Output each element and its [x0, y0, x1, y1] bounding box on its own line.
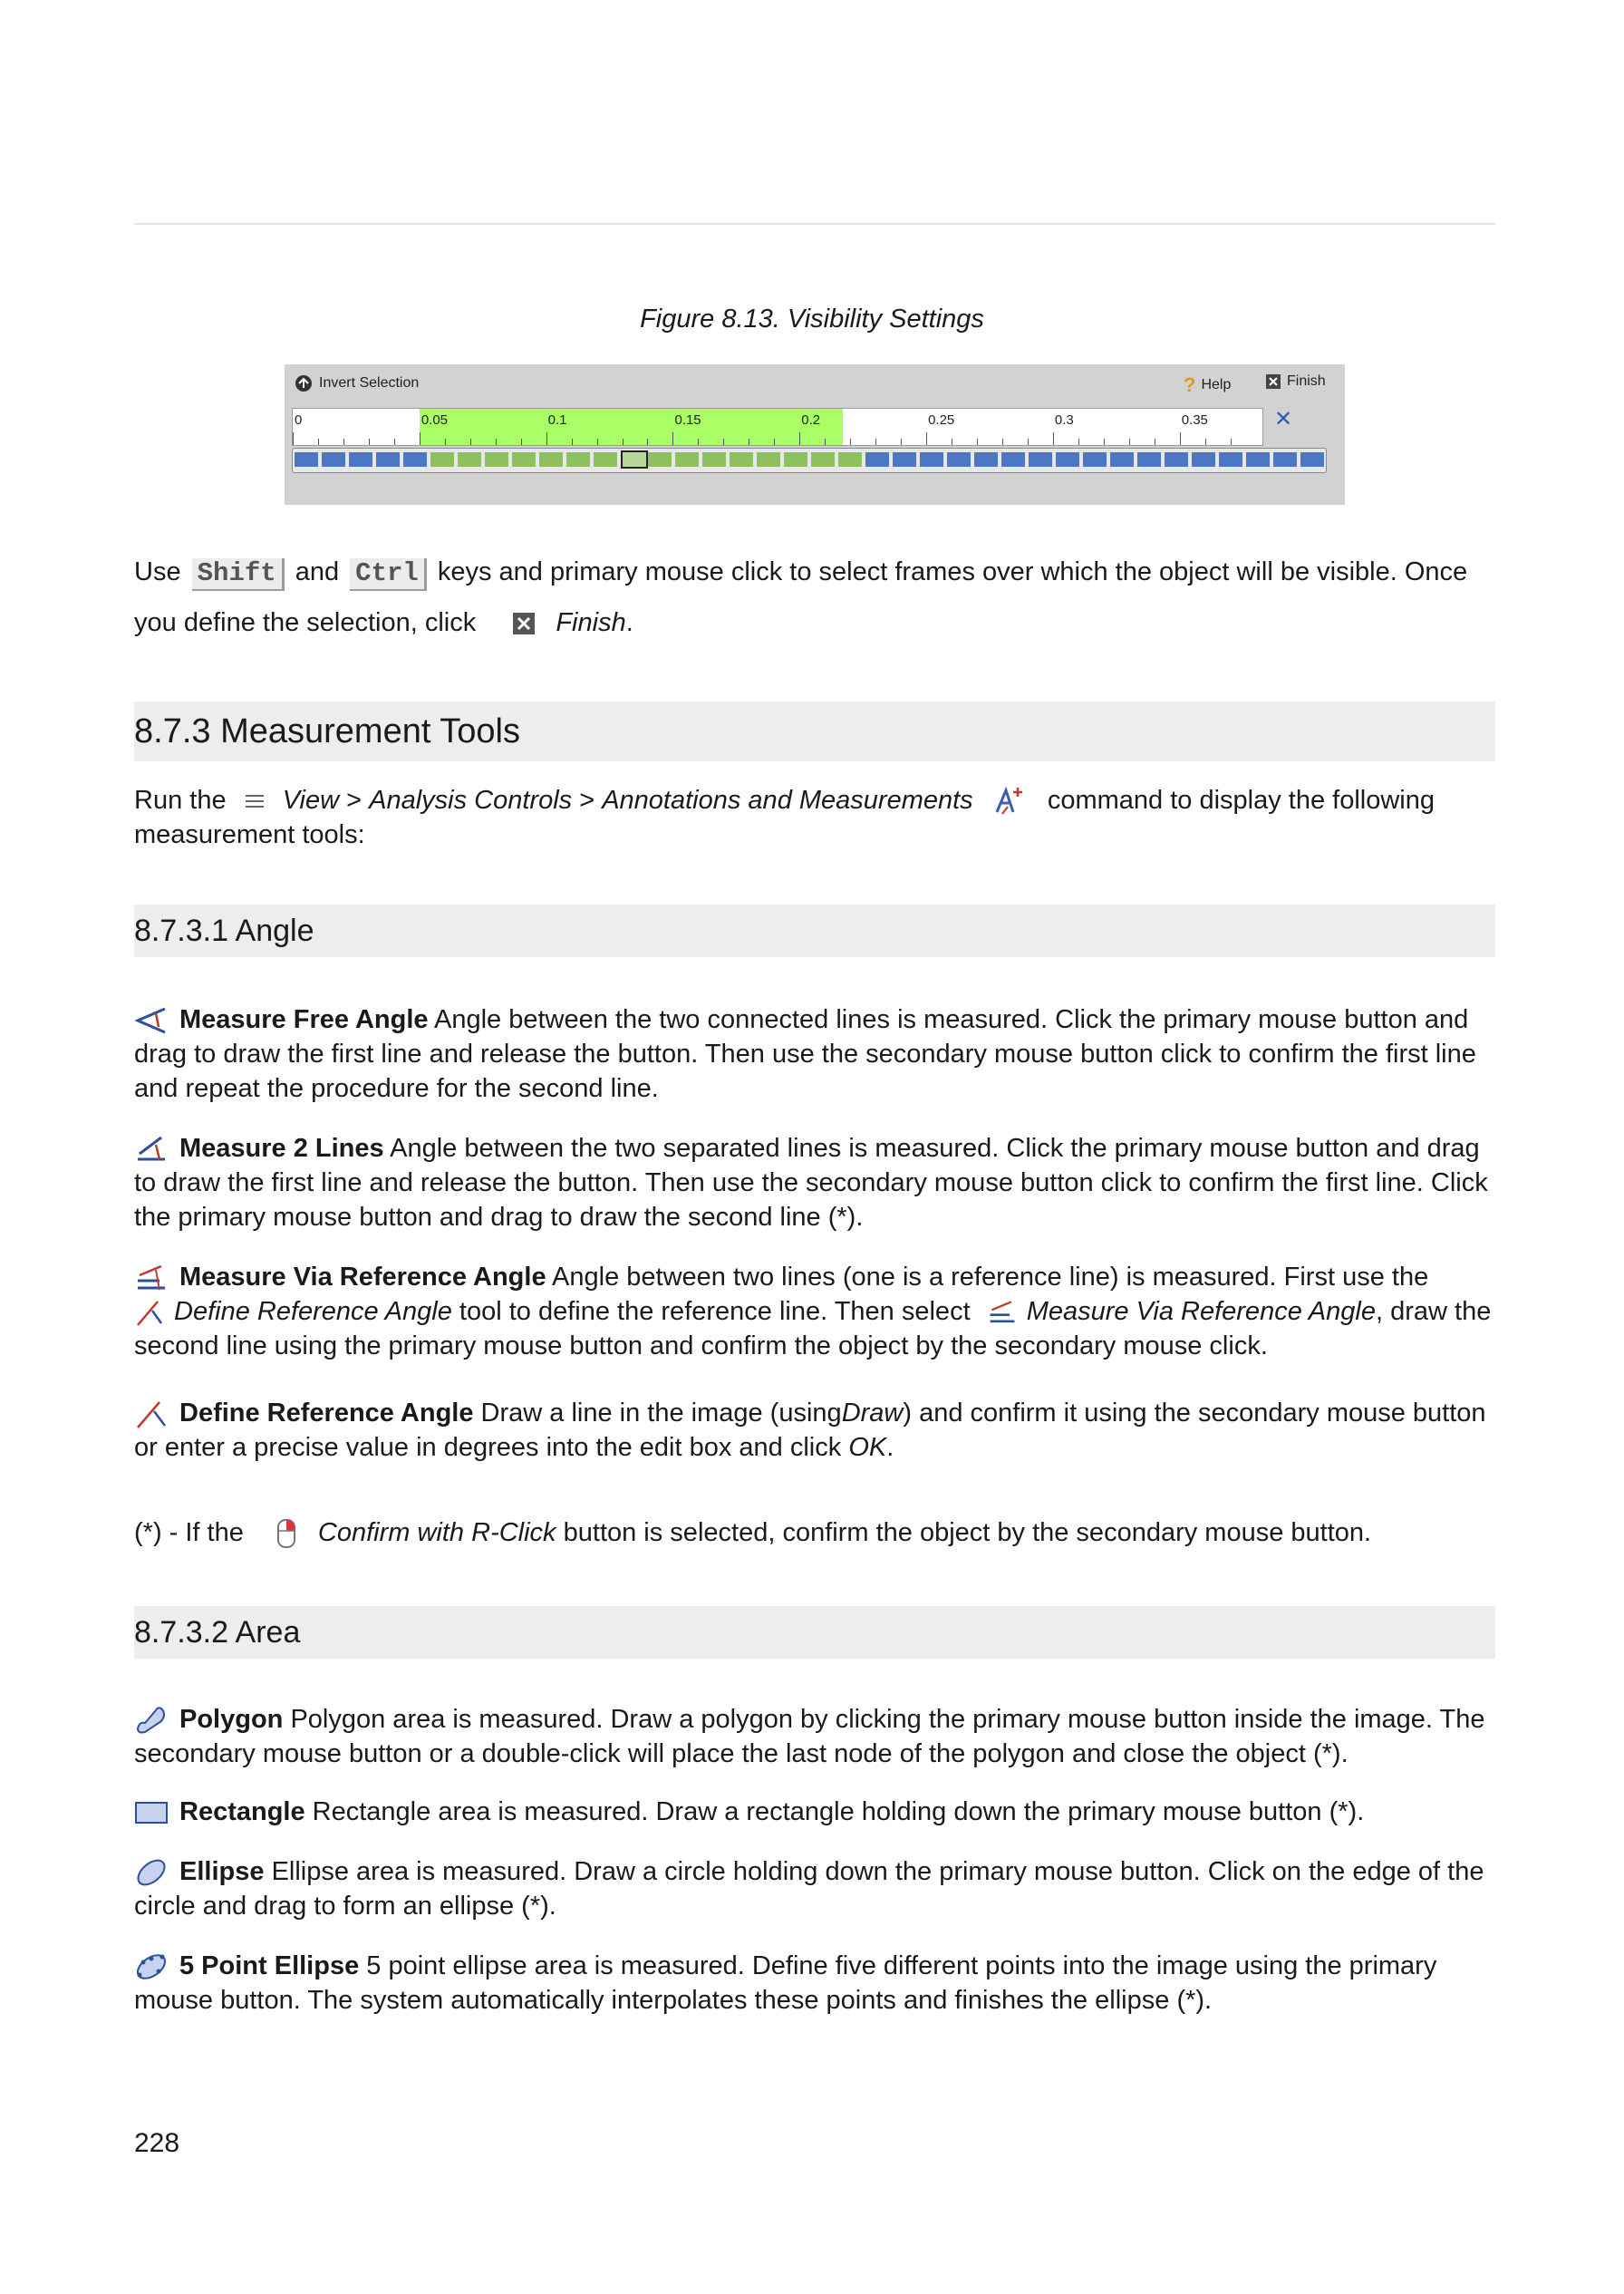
ruler-tick [369, 439, 370, 445]
tool-description: tool to define the reference line. Then select [459, 1297, 971, 1326]
ruler-tick [647, 439, 648, 445]
ruler-tick [343, 439, 344, 445]
via-reference-icon [987, 1298, 1018, 1327]
frame-cell[interactable] [1056, 452, 1079, 467]
intro-text: Use [134, 557, 181, 586]
finish-button[interactable] [1265, 373, 1326, 390]
measure-via-reference-item [134, 1260, 1495, 1363]
intro-text: you define the selection, click [134, 608, 477, 637]
note-text: button is selected, confirm the object by the secondary mouse button. [563, 1518, 1372, 1547]
intro-text: keys and primary mouse click to select frames over which the object will be visible. Once [437, 557, 1468, 586]
tool-description: Angle between the two separated lines is measured. Click the primary mouse button and drag to draw the first line and release the button. Then use the secondary mouse button click to confirm the first line. Click the primary mouse button and drag to draw the second line (*). [134, 1134, 1488, 1232]
five-point-ellipse-icon [134, 1951, 169, 1982]
tool-description: Angle between the two connected lines is measured. Click the primary mouse button and drag to draw the first line and release the button. Then use the secondary mouse button click to confirm the first line and repeat the procedure for the second line. [134, 1005, 1476, 1103]
ruler-tick [1205, 439, 1206, 445]
frame-cell[interactable] [1192, 452, 1215, 467]
intro-text: and [295, 557, 340, 586]
frame-cell[interactable] [430, 452, 454, 467]
frame-cell[interactable] [811, 452, 835, 467]
tool-description: Rectangle area is measured. Draw a rectangle holding down the primary mouse button (*). [312, 1797, 1365, 1826]
tool-name: Rectangle [179, 1797, 305, 1826]
frame-cell[interactable] [485, 452, 508, 467]
ruler-tick [445, 439, 446, 445]
menu-analysis: Analysis Controls [369, 786, 573, 815]
frame-cell[interactable] [974, 452, 998, 467]
mouse-icon [271, 1519, 302, 1548]
intro-paragraph [134, 555, 1495, 591]
page-number: 228 [134, 2128, 180, 2158]
frame-cell[interactable] [648, 452, 672, 467]
figure-toolbar [285, 364, 1345, 404]
help-button[interactable] [1184, 373, 1231, 397]
frame-cell[interactable] [403, 452, 427, 467]
annotations-icon [993, 787, 1024, 816]
ruler-tick [901, 439, 902, 445]
tool-description: Angle between two lines (one is a reference line) is measured. First use the [552, 1263, 1429, 1292]
frame-cell[interactable] [295, 452, 318, 467]
ruler-tick [774, 439, 775, 445]
polygon-icon [134, 1705, 169, 1736]
frame-cell[interactable] [675, 452, 699, 467]
ruler-tick [1180, 432, 1181, 445]
frame-cell[interactable] [594, 452, 617, 467]
frame-cell[interactable] [920, 452, 943, 467]
ruler-tick [672, 432, 673, 445]
frame-cell[interactable] [566, 452, 590, 467]
frame-cell[interactable] [621, 450, 648, 469]
frame-cell[interactable] [539, 452, 563, 467]
clear-selection-icon[interactable]: ✕ [1274, 407, 1293, 431]
frame-cell[interactable] [865, 452, 889, 467]
ruler-tick [496, 439, 497, 445]
tool-description: 5 point ellipse area is measured. Define five different points into the image using the primary mouse button. The system automatically interpolates these points and finishes the ellipse (*). [134, 1951, 1437, 2015]
angle-heading: 8.7.3.1 Angle [134, 905, 1495, 957]
section-text: command to display the following [1047, 786, 1435, 815]
frame-cell[interactable] [702, 452, 726, 467]
ruler-tick [850, 439, 851, 445]
tool-reference: Confirm with R-Click [317, 1518, 556, 1547]
tool-name: 5 Point Ellipse [179, 1951, 360, 1980]
tool-description: Draw a line in the image (using [480, 1399, 842, 1428]
rectangle-item [134, 1795, 1495, 1829]
punctuation: . [625, 608, 633, 637]
frame-cell[interactable] [838, 452, 862, 467]
ruler-tick [1078, 439, 1079, 445]
help-icon: ? [1184, 373, 1196, 396]
frame-cell[interactable] [784, 452, 807, 467]
ruler-tick-label: 0.25 [928, 412, 955, 428]
tool-reference: Measure Via Reference Angle [1026, 1297, 1376, 1326]
frame-cell[interactable] [1219, 452, 1242, 467]
ruler-tick [723, 439, 724, 445]
frame-cell[interactable] [1246, 452, 1270, 467]
ruler-tick-label: 0.15 [674, 412, 701, 428]
confirm-note [134, 1515, 1495, 1550]
ok-reference: OK [848, 1433, 887, 1462]
frame-cell[interactable] [1029, 452, 1052, 467]
section-text: Run the [134, 786, 227, 815]
ruler-tick-label: 0 [295, 412, 303, 428]
frame-cell[interactable] [1273, 452, 1297, 467]
ruler-tick [470, 439, 471, 445]
section-intro-line2: measurement tools: [134, 820, 365, 849]
ruler-tick [293, 432, 294, 445]
visibility-settings-figure [285, 364, 1345, 505]
invert-icon [294, 373, 314, 393]
ruler-tick [623, 439, 624, 445]
invert-selection-button[interactable] [294, 373, 419, 393]
menu-view: View [282, 786, 340, 815]
frame-cell[interactable] [893, 452, 916, 467]
ellipse-icon [134, 1857, 169, 1888]
tool-name: Ellipse [179, 1857, 265, 1886]
ruler-tick-label: 0.1 [547, 412, 567, 428]
frame-cell[interactable] [1137, 452, 1161, 467]
ruler-tick [1028, 439, 1029, 445]
section-heading: 8.7.3 Measurement Tools [134, 702, 1495, 761]
section-intro [134, 783, 1495, 818]
frame-strip[interactable] [292, 448, 1327, 473]
two-lines-icon [134, 1134, 169, 1165]
define-reference-angle-item [134, 1396, 1495, 1465]
frame-cell[interactable] [349, 452, 372, 467]
ruler-tick-label: 0.2 [801, 412, 821, 428]
five-point-ellipse-item [134, 1949, 1495, 2018]
ruler-tick [926, 432, 927, 445]
ruler-tick [546, 432, 547, 445]
ellipse-item [134, 1854, 1495, 1923]
ruler-tick [572, 439, 573, 445]
tool-name: Measure 2 Lines [179, 1134, 384, 1163]
invert-selection-label: Invert Selection [319, 375, 420, 391]
ruler-tick [825, 439, 826, 445]
measure-free-angle-item [134, 1002, 1495, 1106]
define-reference-icon [134, 1298, 165, 1327]
measure-2-lines-item [134, 1131, 1495, 1234]
tool-reference: Define Reference Angle [174, 1297, 452, 1326]
frame-cell[interactable] [1300, 452, 1324, 467]
ruler-tick [698, 439, 699, 445]
finish-icon [508, 609, 539, 638]
area-heading: 8.7.3.2 Area [134, 1606, 1495, 1659]
frame-cell[interactable] [1083, 452, 1107, 467]
polygon-item [134, 1702, 1495, 1771]
figure-caption: Figure 8.13. Visibility Settings [640, 305, 984, 334]
intro-paragraph-line2 [134, 605, 1495, 640]
shift-key: Shift [192, 558, 285, 591]
tool-description: ) and confirm it using the secondary mouse button or enter a precise value in degrees into the edit box and click [134, 1399, 1486, 1462]
ctrl-key: Ctrl [350, 558, 427, 591]
tool-name: Define Reference Angle [179, 1399, 474, 1428]
tool-name: Measure Via Reference Angle [179, 1263, 546, 1292]
frame-cell[interactable] [512, 452, 536, 467]
frame-cell[interactable] [376, 452, 400, 467]
selection-range [420, 409, 843, 445]
ruler-tick [1053, 432, 1054, 445]
free-angle-icon [134, 1005, 169, 1036]
ruler-tick [597, 439, 598, 445]
frame-cell[interactable] [947, 452, 971, 467]
frame-cell[interactable] [730, 452, 753, 467]
frame-cell[interactable] [1165, 452, 1188, 467]
frame-cell[interactable] [1110, 452, 1134, 467]
finish-command: Finish [556, 608, 626, 637]
menu-sep: > [579, 786, 595, 815]
punctuation: . [886, 1433, 894, 1462]
ruler-tick [799, 432, 800, 445]
tool-description: , draw the second line using the primary mouse button and confirm the object by the secondary mouse click. [134, 1297, 1492, 1360]
tool-description: Polygon area is measured. Draw a polygon by clicking the primary mouse button inside the image. The secondary mouse button or a double-click will place the last node of the polygon and close the object (*). [134, 1705, 1485, 1768]
via-reference-icon [134, 1263, 169, 1293]
close-icon [1265, 373, 1281, 390]
frame-cell[interactable] [458, 452, 481, 467]
ruler-tick [394, 439, 395, 445]
rectangle-icon [134, 1797, 169, 1828]
tool-reference: Draw [841, 1399, 904, 1428]
ruler-tick [1231, 439, 1232, 445]
ruler-tick [318, 439, 319, 445]
frame-cell[interactable] [322, 452, 345, 467]
menu-icon [243, 789, 266, 813]
menu-annotations: Annotations and Measurements [602, 786, 973, 815]
ruler-tick [875, 439, 876, 445]
ruler-tick [1104, 439, 1105, 445]
tool-name: Measure Free Angle [179, 1005, 429, 1034]
ruler-tick-label: 0.3 [1054, 412, 1074, 428]
tool-name: Polygon [179, 1705, 284, 1734]
ruler-tick [977, 439, 978, 445]
frame-cell[interactable] [757, 452, 780, 467]
ruler-tick [521, 439, 522, 445]
ruler-tick-label: 0.05 [420, 412, 449, 428]
ruler-tick [1129, 439, 1130, 445]
define-reference-icon [134, 1399, 169, 1429]
frame-cell[interactable] [1001, 452, 1025, 467]
tool-description: Ellipse area is measured. Draw a circle holding down the primary mouse button. Click on the edge of the circle and drag to form an ellipse (*). [134, 1857, 1484, 1921]
frame-ruler[interactable] [292, 408, 1263, 446]
ruler-tick [1002, 439, 1003, 445]
menu-sep: > [346, 786, 362, 815]
note-text: (*) - If the [134, 1518, 244, 1547]
finish-label: Finish [1287, 373, 1326, 389]
help-label: Help [1201, 377, 1232, 392]
ruler-tick-label: 0.35 [1181, 412, 1208, 428]
header-rule [134, 223, 1495, 225]
